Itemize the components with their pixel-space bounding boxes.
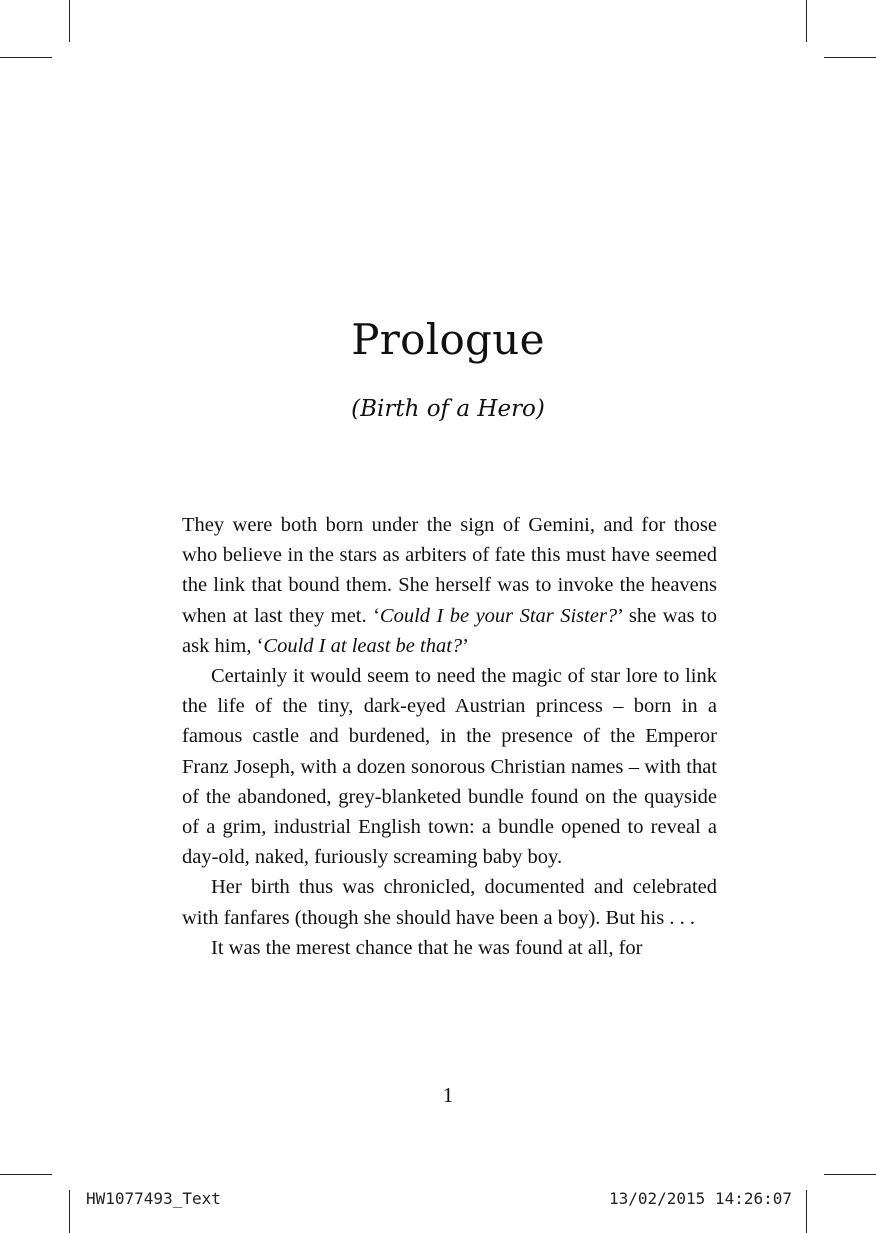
crop-mark-bottom-left-vertical [69, 1190, 70, 1233]
crop-mark-bottom-right-vertical [806, 1190, 807, 1233]
paragraph-3: Her birth thus was chronicled, documented and celebrated with fanfares (though she should have been a boy). But his . . . [182, 876, 717, 929]
slug-file-name: HW1077493_Text [86, 1189, 221, 1208]
crop-mark-top-right-horizontal [824, 57, 876, 58]
chapter-title: Prologue [351, 315, 545, 364]
page-number: 1 [442, 1083, 454, 1107]
slug-timestamp: 13/02/2015 14:26:07 [608, 1189, 792, 1208]
chapter-subtitle: (Birth of a Hero) [351, 396, 545, 422]
paragraph-1: They were both born under the sign of Gemini, and for those who believe in the stars as arbiters of fate this must have seemed the link that bound them. She herself was to invoke the heavens when at last they met. ‘Could I be your Star Sister?’ she was to ask him, ‘Could I at least be that?’ [182, 514, 717, 657]
crop-mark-bottom-right-horizontal [824, 1174, 876, 1175]
quote-at-least: Could I at least be that? [263, 634, 463, 657]
crop-mark-bottom-left-horizontal [0, 1174, 52, 1175]
paragraph-2: Certainly it would seem to need the magic of star lore to link the life of the tiny, dark-eyed Austrian princess – born in a famous castle and burdened, in the presence of the Emperor Franz Joseph, with a dozen sonorous Christian names – with that of the abandoned, grey-blanketed bundle found on the quayside of a grim, industrial English town: a bundle opened to reveal a day-old, naked, furiously screaming baby boy. [182, 665, 717, 869]
quote-star-sister: Could I be your Star Sister? [379, 604, 618, 627]
crop-mark-top-left-vertical [69, 0, 70, 42]
crop-mark-top-left-horizontal [0, 57, 52, 58]
crop-mark-top-right-vertical [806, 0, 807, 42]
paragraph-4: It was the merest chance that he was found at all, for [211, 936, 643, 959]
body-text [182, 510, 717, 963]
